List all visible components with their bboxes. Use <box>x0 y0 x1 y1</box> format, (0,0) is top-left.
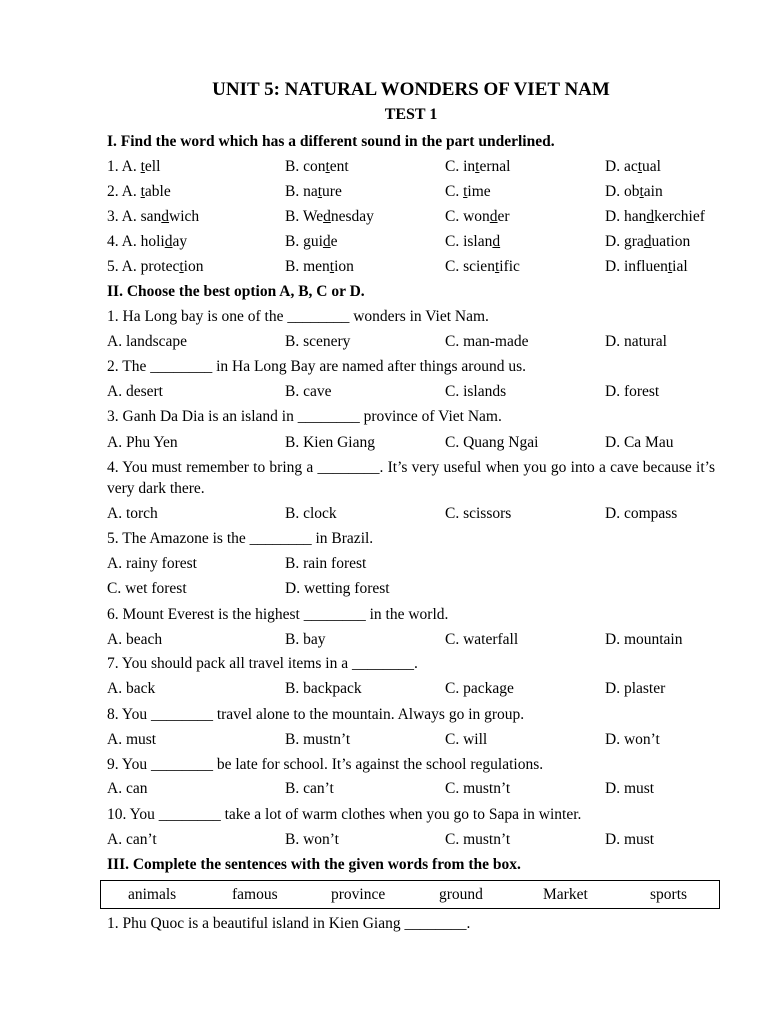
word-part: A. <box>121 233 141 250</box>
section-2-heading: II. Choose the best option A, B, C or D. <box>107 283 365 300</box>
option: B. Kien Giang <box>285 434 375 451</box>
pronunciation-option <box>107 206 199 228</box>
word-part: nesday <box>330 208 374 225</box>
word-part: ual <box>642 158 661 175</box>
underlined-letter: t <box>317 183 323 200</box>
option: D. plaster <box>605 680 666 697</box>
word-part: 4. <box>107 233 122 250</box>
word-part: D. <box>605 208 624 225</box>
pronunciation-option <box>605 181 663 203</box>
underlined-letter: t <box>667 258 673 275</box>
option: B. scenery <box>285 333 351 350</box>
option: B. rain forest <box>285 555 367 572</box>
word-part: A. <box>121 258 141 275</box>
word-part: C. <box>445 208 464 225</box>
underlined-letter: t <box>140 183 145 200</box>
option: B. bay <box>285 631 326 648</box>
option: B. cave <box>285 383 332 400</box>
word-part: D. <box>605 258 624 275</box>
page-subtitle: TEST 1 <box>384 106 438 123</box>
word-part: A. <box>121 183 141 200</box>
pronunciation-option <box>445 156 510 178</box>
underlined-letter: t <box>179 258 184 275</box>
option: B. can’t <box>285 780 334 797</box>
option: A. desert <box>107 383 163 400</box>
pronunciation-option <box>285 156 349 178</box>
option: D. must <box>605 831 655 848</box>
section-1-heading: I. Find the word which has a different sound in the part underlined. <box>107 133 555 150</box>
underlined-letter: d <box>323 208 331 225</box>
word-part: ial <box>672 258 688 275</box>
underlined-letter: d <box>164 233 173 250</box>
word-part: 5. <box>107 258 122 275</box>
word-part: 3. <box>107 208 122 225</box>
option: C. Quang Ngai <box>445 434 539 451</box>
option: A. can’t <box>107 831 157 848</box>
pronunciation-option <box>445 256 520 278</box>
word-part: A. <box>121 208 141 225</box>
underlined-letter: d <box>646 208 655 225</box>
option: D. Ca Mau <box>605 434 674 451</box>
question-text: 10. You ________ take a lot of warm clothes when you go to Sapa in winter. <box>107 806 582 823</box>
word-part: gra <box>623 233 644 250</box>
word-part: in <box>463 158 476 175</box>
word-part: holi <box>140 233 165 250</box>
option-row <box>107 629 715 651</box>
underlined-letter: t <box>325 158 330 175</box>
word-part: B. <box>285 183 304 200</box>
question-text: 3. Ganh Da Dia is an island in ________ province of Viet Nam. <box>107 408 502 425</box>
word-part: 1. <box>107 158 122 175</box>
underlined-letter: t <box>637 158 643 175</box>
option: D. mountain <box>605 631 683 648</box>
question-text: 5. The Amazone is the ________ in Brazil. <box>107 530 374 547</box>
underlined-letter: t <box>494 258 500 275</box>
option-row <box>107 331 715 353</box>
word-part: scien <box>463 258 495 275</box>
option-row <box>107 381 715 403</box>
word-part: con <box>303 158 326 175</box>
option-row <box>107 729 715 751</box>
underlined-letter: d <box>489 208 498 225</box>
word-part: ay <box>172 233 188 250</box>
pronunciation-row <box>107 181 715 203</box>
option-row <box>107 678 715 700</box>
underlined-letter: t <box>329 258 335 275</box>
option: D. natural <box>605 333 667 350</box>
word-part: islan <box>463 233 493 250</box>
word-part: B. <box>285 208 303 225</box>
option: B. mustn’t <box>285 731 351 748</box>
option: C. wet forest <box>107 580 187 597</box>
question-text: 7. You should pack all travel items in a ________. <box>107 655 418 672</box>
word-part: men <box>303 258 330 275</box>
question-text: 6. Mount Everest is the highest ________ in the world. <box>107 606 449 623</box>
pronunciation-option <box>107 156 160 178</box>
option: A. rainy forest <box>107 555 197 572</box>
underlined-letter: t <box>140 158 145 175</box>
word-part: C. <box>445 233 464 250</box>
pronunciation-row <box>107 206 715 228</box>
word-part: C. <box>445 183 464 200</box>
question-text: 1. Phu Quoc is a beautiful island in Kien Giang ________. <box>107 915 471 932</box>
pronunciation-option <box>445 181 491 203</box>
underlined-letter: t <box>639 183 644 200</box>
word-part: ell <box>144 158 161 175</box>
word-part: gui <box>303 233 323 250</box>
pronunciation-option <box>285 181 342 203</box>
word-part: B. <box>285 158 304 175</box>
word-box-item: animals <box>128 886 177 903</box>
option: C. waterfall <box>445 631 519 648</box>
word-part: influen <box>623 258 668 275</box>
pronunciation-option <box>445 206 510 228</box>
pronunciation-option <box>445 231 500 253</box>
option: A. landscape <box>107 333 188 350</box>
word-part: ob <box>623 183 640 200</box>
word-part: B. <box>285 233 304 250</box>
word-part: A. <box>121 158 141 175</box>
question-text: 1. Ha Long bay is one of the ________ wonders in Viet Nam. <box>107 308 489 325</box>
pronunciation-option <box>285 231 338 253</box>
word-part: able <box>144 183 171 200</box>
word-part: wich <box>169 208 200 225</box>
question-text: 9. You ________ be late for school. It’s against the school regulations. <box>107 756 544 773</box>
pronunciation-option <box>605 256 688 278</box>
word-box-item: province <box>331 886 386 903</box>
word-part: na <box>303 183 318 200</box>
pronunciation-option <box>605 156 661 178</box>
option: C. islands <box>445 383 507 400</box>
word-part: er <box>497 208 510 225</box>
word-part: ernal <box>479 158 511 175</box>
option: D. compass <box>605 505 678 522</box>
option-row <box>107 553 715 575</box>
word-part: D. <box>605 158 624 175</box>
section-3-heading: III. Complete the sentences with the given words from the box. <box>107 856 521 873</box>
word-part: C. <box>445 158 464 175</box>
word-part: ain <box>643 183 663 200</box>
option: C. scissors <box>445 505 512 522</box>
word-part: ent <box>329 158 349 175</box>
word-part: e <box>330 233 338 250</box>
question-text: 2. The ________ in Ha Long Bay are named after things around us. <box>107 358 526 375</box>
option: A. back <box>107 680 156 697</box>
word-box-item: Market <box>543 886 588 903</box>
question-text: 8. You ________ travel alone to the mountain. Always go in group. <box>107 706 525 723</box>
option: A. torch <box>107 505 158 522</box>
option: A. can <box>107 780 148 797</box>
word-part: protec <box>140 258 180 275</box>
option: B. clock <box>285 505 337 522</box>
pronunciation-option <box>605 206 705 228</box>
pronunciation-row <box>107 256 715 278</box>
pronunciation-option <box>107 256 203 278</box>
underlined-letter: d <box>643 233 652 250</box>
word-part: ion <box>334 258 354 275</box>
word-part: C. <box>445 258 464 275</box>
option-row <box>107 432 715 454</box>
word-part: uation <box>651 233 691 250</box>
option: A. must <box>107 731 157 748</box>
word-box-item: ground <box>439 886 483 903</box>
underlined-letter: t <box>463 183 468 200</box>
pronunciation-option <box>285 256 354 278</box>
option-row <box>107 778 715 800</box>
option: C. will <box>445 731 488 748</box>
word-part: ure <box>322 183 342 200</box>
option: D. must <box>605 780 655 797</box>
pronunciation-option <box>605 231 690 253</box>
word-box-item: sports <box>650 886 688 903</box>
word-part: ific <box>499 258 520 275</box>
option: C. man-made <box>445 333 529 350</box>
pronunciation-option <box>285 206 374 228</box>
pronunciation-option <box>107 181 171 203</box>
word-part: D. <box>605 233 624 250</box>
word-box-item: famous <box>232 886 278 903</box>
pronunciation-option <box>107 231 187 253</box>
option: B. won’t <box>285 831 339 848</box>
word-part: ion <box>183 258 204 275</box>
underlined-letter: d <box>161 208 170 225</box>
option-row <box>107 829 715 851</box>
page-title: UNIT 5: NATURAL WONDERS OF VIET NAM <box>212 79 610 100</box>
option: B. backpack <box>285 680 362 697</box>
option: A. beach <box>107 631 163 648</box>
word-part: han <box>623 208 647 225</box>
underlined-letter: t <box>475 158 480 175</box>
word-box <box>100 880 720 909</box>
underlined-letter: d <box>492 233 501 250</box>
word-part: ime <box>467 183 491 200</box>
option-row <box>107 578 715 600</box>
pronunciation-row <box>107 231 715 253</box>
option: D. forest <box>605 383 660 400</box>
option: C. mustn’t <box>445 831 511 848</box>
word-part: kerchief <box>654 208 705 225</box>
option-row <box>107 503 715 525</box>
option: A. Phu Yen <box>107 434 178 451</box>
underlined-letter: d <box>322 233 331 250</box>
option: C. package <box>445 680 514 697</box>
word-part: We <box>302 208 324 225</box>
word-part: san <box>140 208 162 225</box>
word-part: won <box>463 208 490 225</box>
question-text: 4. You must remember to bring a ________. It’s very useful when you go into a cave because it’s very dark there. <box>107 459 715 497</box>
word-part: ac <box>623 158 638 175</box>
option: C. mustn’t <box>445 780 511 797</box>
word-part: 2. <box>107 183 122 200</box>
word-part: D. <box>605 183 624 200</box>
option: D. won’t <box>605 731 660 748</box>
word-part: B. <box>285 258 304 275</box>
pronunciation-row <box>107 156 715 178</box>
option: D. wetting forest <box>285 580 390 597</box>
